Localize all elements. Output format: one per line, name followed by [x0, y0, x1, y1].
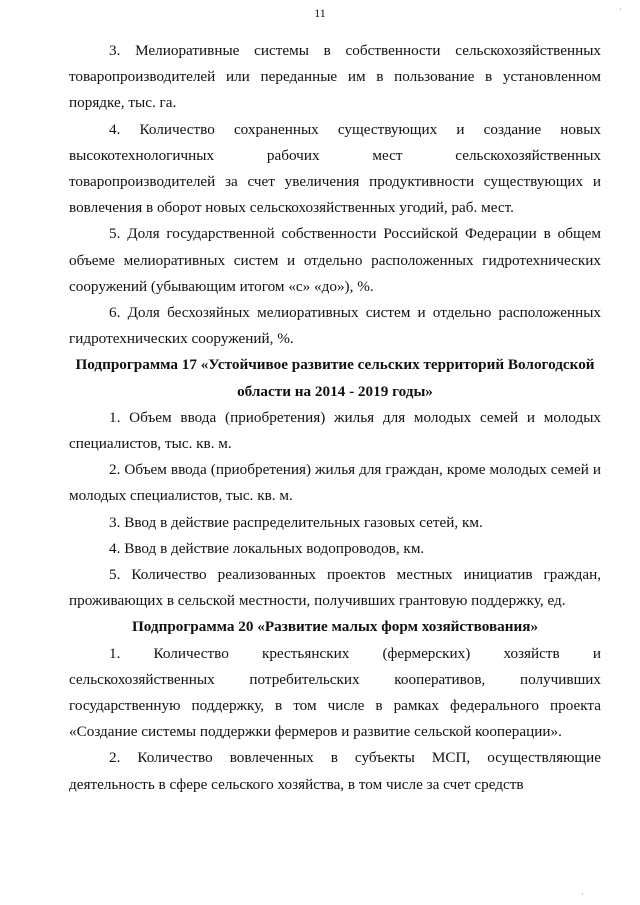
paragraph-item-1: 1. Объем ввода (приобретения) жилья для молодых семей и молодых специалистов, тыс. кв. м.	[69, 408, 601, 453]
section-heading-subprogram-17: Подпрограмма 17 «Устойчивое развитие сельских территорий Вологодской области на 2014 - 2019 годы»	[75, 356, 595, 400]
paragraph-item-5b: 5. Количество реализованных проектов местных инициатив граждан, проживающих в сельской местности, получивших грантовую поддержку, ед.	[69, 566, 601, 610]
scan-mark-top: ·	[619, 4, 622, 14]
scan-mark-bottom: ·	[581, 889, 584, 899]
page-number: 11	[314, 6, 326, 20]
paragraph-item-2: 2. Объем ввода (приобретения) жилья для граждан, кроме молодых семей и молодых специалистов, тыс. кв. м.	[69, 461, 601, 505]
paragraph-item-5: 5. Доля государственной собственности Российской Федерации в общем объеме мелиоративных систем и отдельно расположенных гидротехнических сооружений (убывающим итогом «с» «до»), %.	[69, 225, 601, 295]
paragraph-item-2c: 2. Количество вовлеченных в субъекты МСП, осуществляющие деятельность в сфере сельского хозяйства, в том числе за счет средств	[69, 749, 601, 793]
paragraph-item-4: 4. Количество сохраненных существующих и создание новых высокотехнологичных рабочих мест сельскохозяйственных товаропроизводителей за счет увеличения продуктивности существующих и вовлечения в оборот новых сельскохозяйственных угодий, раб. мест.	[69, 120, 601, 217]
paragraph-item-3b: 3. Ввод в действие распределительных газовых сетей, км.	[109, 513, 483, 531]
section-heading-subprogram-20: Подпрограмма 20 «Развитие малых форм хозяйствования»	[131, 618, 539, 636]
paragraph-item-6: 6. Доля бесхозяйных мелиоративных систем и отдельно расположенных гидротехнических сооружений, %.	[69, 304, 601, 348]
paragraph-item-4b: 4. Ввод в действие локальных водопроводов, км.	[109, 539, 425, 557]
paragraph-item-3: 3. Мелиоративные системы в собственности сельскохозяйственных товаропроизводителей или переданные им в пользование в установленном порядке, тыс. га.	[69, 42, 601, 112]
paragraph-item-1c: 1. Количество крестьянских (фермерских) хозяйств и сельскохозяйственных потребительских кооперативов, получивших государственную поддержку, в том числе в рамках федерального проекта «Создание системы поддержки фермеров и развитие сельской кооперации».	[69, 644, 601, 741]
document-body	[69, 38, 601, 798]
